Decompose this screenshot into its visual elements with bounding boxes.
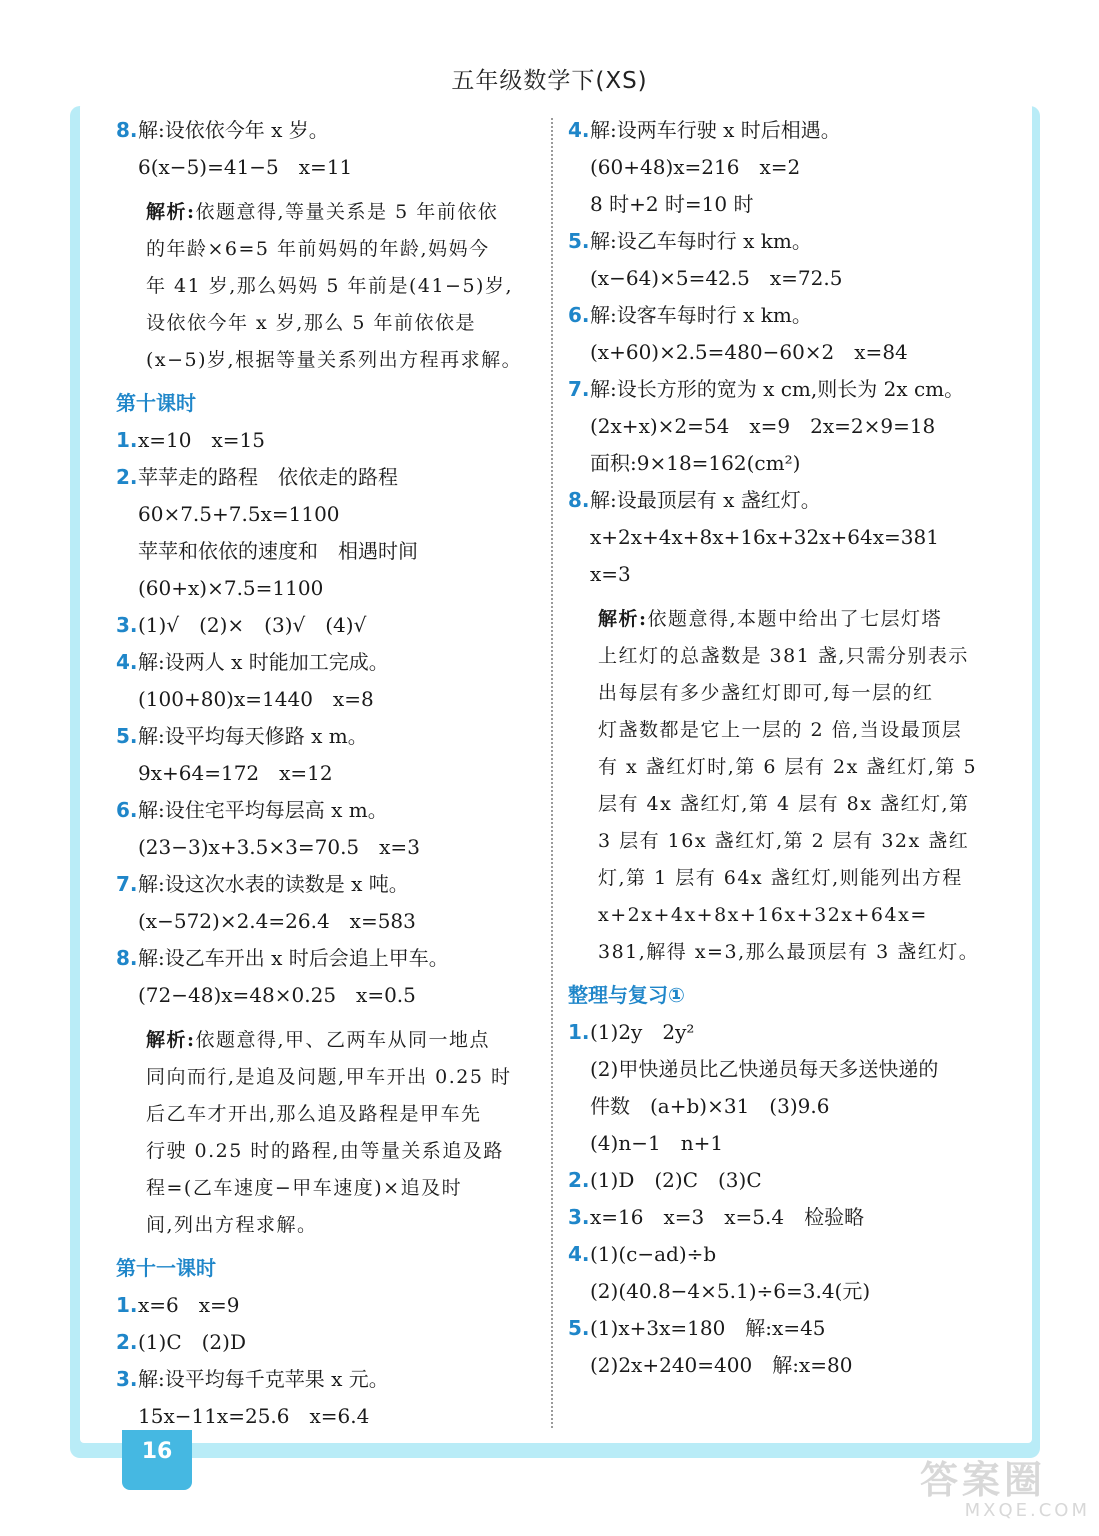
answer-line [116,866,536,903]
analysis-text: 层有 4x 盏红灯,第 4 层有 8x 盏红灯,第 [598,793,970,815]
answer-line [568,297,998,334]
answer-text: 15x−11x=25.6 x=6.4 [138,1404,370,1428]
analysis-text: 依题意得,本题中给出了七层灯塔 [647,608,943,630]
right-column [568,112,998,1384]
answer-text: 解:设住宅平均每层高 x m。 [138,798,388,822]
answer-line [116,607,536,644]
answer-text: (1)2y 2y² [590,1020,695,1044]
answer-text: 解:设乙车每时行 x km。 [590,229,812,253]
question-number: 5. [568,1316,590,1340]
question-number: 3. [568,1205,590,1229]
answer-line [116,570,536,607]
answer-text: 面积:9×18=162(cm²) [590,451,801,475]
answer-line [116,792,536,829]
answer-line [568,112,998,149]
answer-text: x=10 x=15 [138,428,265,452]
analysis-line [146,342,536,379]
analysis-text: 依题意得,甲、乙两车从同一地点 [195,1029,491,1051]
answer-text: 9x+64=172 x=12 [138,761,333,785]
question-number: 8. [568,488,590,512]
analysis-text: 后乙车才开出,那么追及路程是甲车先 [146,1103,482,1125]
answer-line [116,903,536,940]
analysis-line [598,638,998,675]
answer-text: (60+48)x=216 x=2 [590,155,801,179]
question-number: 6. [116,798,138,822]
answer-line [568,1162,998,1199]
answer-line [116,940,536,977]
analysis-text: 程=(乙车速度−甲车速度)×追及时 [146,1177,463,1199]
answer-line [116,422,536,459]
watermark-url: MXQE.COM [964,1500,1090,1521]
answer-line [568,408,998,445]
analysis-line [146,305,536,342]
answer-text: (1)C (2)D [138,1330,246,1354]
answer-line [116,496,536,533]
answer-text: (x−64)×5=42.5 x=72.5 [590,266,843,290]
section-title: 第十一课时 [116,1256,216,1280]
analysis-line [598,749,998,786]
answer-line [116,112,536,149]
question-number: 4. [116,650,138,674]
answer-line [568,1051,998,1088]
answer-text: (1)x+3x=180 解:x=45 [590,1316,826,1340]
analysis-label: 解析: [598,608,648,630]
answer-text: (2)(40.8−4×5.1)÷6=3.4(元) [590,1279,871,1303]
answer-line [116,644,536,681]
analysis-label: 解析: [146,201,196,223]
analysis-text: x+2x+4x+8x+16x+32x+64x= [598,904,928,926]
question-number: 4. [568,1242,590,1266]
answer-line [568,149,998,186]
answer-line [568,1125,998,1162]
analysis-line [146,1096,536,1133]
answer-text: (23−3)x+3.5×3=70.5 x=3 [138,835,420,859]
answer-text: (1)(c−ad)÷b [590,1242,717,1266]
column-divider [551,118,553,1428]
answer-text: (x−572)×2.4=26.4 x=583 [138,909,416,933]
analysis-text: 上红灯的总盏数是 381 盏,只需分别表示 [598,645,969,667]
answer-line [568,223,998,260]
question-number: 5. [116,724,138,748]
answer-line [568,334,998,371]
analysis-text: 行驶 0.25 时的路程,由等量关系追及路 [146,1140,504,1162]
answer-text: 解:设依依今年 x 岁。 [138,118,329,142]
answer-line [568,482,998,519]
question-number: 3. [116,613,138,637]
page-header: 五年级数学下(XS) [451,68,648,94]
page-number-tab [122,1430,192,1490]
answer-line [568,260,998,297]
analysis-line [598,897,998,934]
analysis-line [146,1207,536,1244]
question-number: 1. [116,428,138,452]
answer-text: x=3 [590,562,631,586]
answer-text: 解:设这次水表的读数是 x 吨。 [138,872,409,896]
analysis-text: 381,解得 x=3,那么最顶层有 3 盏红灯。 [598,941,980,963]
analysis-line [146,268,536,305]
answer-line [568,1014,998,1051]
answer-text: (60+x)×7.5=1100 [138,576,324,600]
answer-text: 解:设乙车开出 x 时后会追上甲车。 [138,946,449,970]
analysis-line [598,860,998,897]
answer-line [568,186,998,223]
answer-text: (2)甲快递员比乙快递员每天多送快递的 [590,1057,939,1081]
question-number: 8. [116,118,138,142]
analysis-line [598,712,998,749]
answer-text: 苹苹和依依的速度和 相遇时间 [138,539,418,563]
answer-line [116,718,536,755]
section-title: 整理与复习① [568,983,685,1007]
answer-line [116,149,536,186]
page-number: 16 [141,1439,173,1464]
answer-text: 解:设平均每天修路 x m。 [138,724,368,748]
analysis-line [146,1059,536,1096]
analysis-line [146,194,536,231]
answer-text: (4)n−1 n+1 [590,1131,724,1155]
answer-text: x+2x+4x+8x+16x+32x+64x=381 [590,525,939,549]
question-number: 7. [568,377,590,401]
analysis-label: 解析: [146,1029,196,1051]
answer-text: 解:设客车每时行 x km。 [590,303,812,327]
analysis-line [146,1022,536,1059]
answer-line [116,1287,536,1324]
analysis-text: 设依依今年 x 岁,那么 5 年前依依是 [146,312,477,334]
answer-line [568,519,998,556]
answer-line [568,1273,998,1310]
answer-line [116,681,536,718]
answer-line [568,371,998,408]
answer-text: 解:设平均每千克苹果 x 元。 [138,1367,389,1391]
answer-line [116,1361,536,1398]
analysis-line [146,1133,536,1170]
analysis-line [598,675,998,712]
analysis-line [598,786,998,823]
analysis-text: 依题意得,等量关系是 5 年前依依 [195,201,499,223]
analysis-text: 间,列出方程求解。 [146,1214,318,1236]
question-number: 4. [568,118,590,142]
answer-line [116,755,536,792]
analysis-line [598,934,998,971]
answer-text: 解:设两车行驶 x 时后相遇。 [590,118,841,142]
answer-line [568,1310,998,1347]
analysis-text: 灯,第 1 层有 64x 盏红灯,则能列出方程 [598,867,963,889]
answer-line [116,977,536,1014]
answer-text: 件数 (a+b)×31 (3)9.6 [590,1094,830,1118]
answer-text: 解:设长方形的宽为 x cm,则长为 2x cm。 [590,377,965,401]
question-number: 6. [568,303,590,327]
analysis-text: 3 层有 16x 盏红灯,第 2 层有 32x 盏红 [598,830,970,852]
answer-text: 60×7.5+7.5x=1100 [138,502,340,526]
answer-line [568,1236,998,1273]
answer-line [116,533,536,570]
analysis-note [568,601,998,971]
answer-line [568,1199,998,1236]
answer-text: (1)√ (2)× (3)√ (4)√ [138,613,367,637]
analysis-text: 的年龄×6=5 年前妈妈的年龄,妈妈今 [146,238,490,260]
answer-text: (2)2x+240=400 解:x=80 [590,1353,853,1377]
answer-text: x=6 x=9 [138,1293,240,1317]
answer-line [568,445,998,482]
analysis-text: 有 x 盏红灯时,第 6 层有 2x 盏红灯,第 5 [598,756,978,778]
question-number: 2. [116,1330,138,1354]
question-number: 1. [116,1293,138,1317]
analysis-note [116,194,536,379]
question-number: 7. [116,872,138,896]
analysis-text: 年 41 岁,那么妈妈 5 年前是(41−5)岁, [146,275,514,297]
watermark-logo [920,1460,1090,1530]
analysis-note [116,1022,536,1244]
analysis-line [598,823,998,860]
answer-text: 8 时+2 时=10 时 [590,192,754,216]
answer-text: (100+80)x=1440 x=8 [138,687,374,711]
analysis-line [598,601,998,638]
section-title: 第十课时 [116,391,196,415]
answer-text: 解:设最顶层有 x 盏红灯。 [590,488,821,512]
analysis-line [146,231,536,268]
answer-text: (x+60)×2.5=480−60×2 x=84 [590,340,908,364]
analysis-line [146,1170,536,1207]
question-number: 2. [116,465,138,489]
question-number: 1. [568,1020,590,1044]
answer-text: x=16 x=3 x=5.4 检验略 [590,1205,865,1229]
watermark-text: 答案圈 [920,1458,1047,1502]
question-number: 2. [568,1168,590,1192]
answer-line [116,459,536,496]
analysis-text: 出每层有多少盏红灯即可,每一层的红 [598,682,934,704]
answer-line [568,556,998,593]
answer-line [568,1347,998,1384]
left-column [116,112,536,1435]
answer-text: 6(x−5)=41−5 x=11 [138,155,353,179]
answer-line [116,829,536,866]
analysis-text: (x−5)岁,根据等量关系列出方程再求解。 [146,349,523,371]
answer-text: 苹苹走的路程 依依走的路程 [138,465,398,489]
analysis-text: 同向而行,是追及问题,甲车开出 0.25 时 [146,1066,512,1088]
analysis-text: 灯盏数都是它上一层的 2 倍,当设最顶层 [598,719,963,741]
answer-text: 解:设两人 x 时能加工完成。 [138,650,389,674]
question-number: 3. [116,1367,138,1391]
answer-line [116,1324,536,1361]
answer-line [568,1088,998,1125]
question-number: 5. [568,229,590,253]
question-number: 8. [116,946,138,970]
answer-text: (1)D (2)C (3)C [590,1168,762,1192]
answer-text: (2x+x)×2=54 x=9 2x=2×9=18 [590,414,936,438]
answer-text: (72−48)x=48×0.25 x=0.5 [138,983,416,1007]
